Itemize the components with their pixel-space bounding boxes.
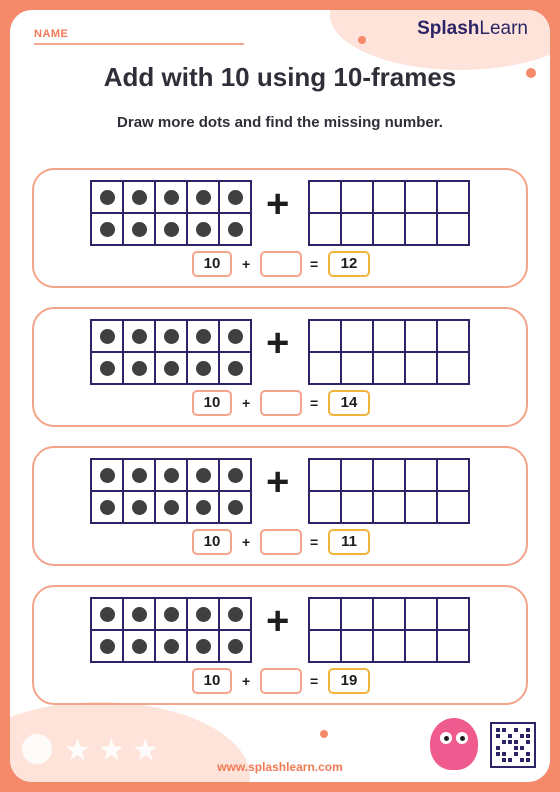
counter-dot <box>196 500 211 515</box>
ten-frame-cell[interactable] <box>405 459 437 491</box>
ten-frame-cell <box>123 598 155 630</box>
ten-frame-cell[interactable] <box>373 352 405 384</box>
counter-dot <box>100 468 115 483</box>
ten-frame-cell[interactable] <box>437 459 469 491</box>
ten-frame-cell <box>123 352 155 384</box>
ten-frame-cell[interactable] <box>341 181 373 213</box>
ten-frame-cell <box>219 181 251 213</box>
addend-box: 10 <box>192 251 232 277</box>
ten-frame-cell[interactable] <box>405 320 437 352</box>
ten-frame-cell <box>219 491 251 523</box>
page-title: Add with 10 using 10-frames <box>103 62 457 92</box>
counter-dot <box>132 468 147 483</box>
counter-dot <box>100 190 115 205</box>
ten-frame-cell <box>155 181 187 213</box>
ten-frame-cell[interactable] <box>373 459 405 491</box>
counter-dot <box>196 329 211 344</box>
counter-dot <box>132 329 147 344</box>
counter-dot <box>196 607 211 622</box>
counter-dot <box>100 361 115 376</box>
ten-frame-cell[interactable] <box>309 491 341 523</box>
splashlearn-logo: SplashLearn <box>417 18 528 39</box>
ten-frame-cell[interactable] <box>405 352 437 384</box>
counter-dot <box>196 222 211 237</box>
ten-frame-cell[interactable] <box>373 320 405 352</box>
missing-number-input[interactable] <box>260 251 302 277</box>
ten-frame-empty[interactable] <box>308 458 470 524</box>
star-icon: ★ <box>64 734 91 767</box>
counter-dot <box>132 361 147 376</box>
ten-frame-cell[interactable] <box>405 491 437 523</box>
ten-frame-cell <box>91 459 123 491</box>
counter-dot <box>164 468 179 483</box>
counter-dot <box>228 361 243 376</box>
ten-frame-filled <box>90 180 252 246</box>
problem-card <box>32 307 528 427</box>
decor-dot <box>320 730 328 738</box>
star-icon: ★ <box>98 734 125 767</box>
ten-frame-cell[interactable] <box>341 630 373 662</box>
ten-frame-cell <box>219 213 251 245</box>
ten-frame-cell[interactable] <box>309 630 341 662</box>
ten-frame-cell[interactable] <box>341 213 373 245</box>
ten-frame-cell <box>91 320 123 352</box>
worksheet <box>10 10 550 782</box>
counter-dot <box>100 639 115 654</box>
counter-dot <box>228 500 243 515</box>
counter-dot <box>228 329 243 344</box>
counter-dot <box>228 607 243 622</box>
ten-frame-cell <box>123 213 155 245</box>
website-url[interactable]: www.splashlearn.com <box>217 760 343 774</box>
ten-frame-cell[interactable] <box>309 459 341 491</box>
equals-operator: = <box>310 673 319 689</box>
counter-dot <box>196 361 211 376</box>
ten-frame-cell[interactable] <box>309 213 341 245</box>
ten-frame-cell <box>155 320 187 352</box>
ten-frame-cell[interactable] <box>309 181 341 213</box>
ten-frame-cell <box>187 352 219 384</box>
missing-number-input[interactable] <box>260 529 302 555</box>
plus-operator: + <box>242 534 251 550</box>
sum-box: 12 <box>328 251 370 277</box>
ten-frame-cell[interactable] <box>373 598 405 630</box>
ten-frame-filled <box>90 597 252 663</box>
addend-box: 10 <box>192 668 232 694</box>
counter-dot <box>100 500 115 515</box>
ten-frame-cell <box>91 491 123 523</box>
ten-frame-cell <box>187 598 219 630</box>
ten-frame-cell <box>123 491 155 523</box>
counter-dot <box>164 329 179 344</box>
ten-frame-cell <box>187 181 219 213</box>
ten-frame-cell <box>91 352 123 384</box>
plus-operator: + <box>242 256 251 272</box>
ten-frame-cell[interactable] <box>437 320 469 352</box>
ten-frame-cell[interactable] <box>341 459 373 491</box>
ten-frame-cell <box>91 213 123 245</box>
ten-frame-cell <box>91 181 123 213</box>
ten-frame-cell[interactable] <box>405 598 437 630</box>
ten-frame-cell <box>187 630 219 662</box>
counter-dot <box>164 639 179 654</box>
ten-frame-cell[interactable] <box>373 181 405 213</box>
counter-dot <box>228 468 243 483</box>
equals-operator: = <box>310 256 319 272</box>
plus-sign: + <box>266 182 290 226</box>
counter-dot <box>196 639 211 654</box>
problem-card <box>32 168 528 288</box>
counter-dot <box>100 607 115 622</box>
counter-dot <box>132 222 147 237</box>
counter-dot <box>164 500 179 515</box>
counter-dot <box>164 222 179 237</box>
ten-frame-cell[interactable] <box>437 213 469 245</box>
counter-dot <box>132 500 147 515</box>
ten-frame-cell <box>219 352 251 384</box>
ten-frame-cell[interactable] <box>437 598 469 630</box>
ten-frame-cell <box>155 352 187 384</box>
ten-frame-cell <box>123 630 155 662</box>
ten-frame-cell <box>155 630 187 662</box>
equals-operator: = <box>310 534 319 550</box>
decor-dot <box>358 36 366 44</box>
ten-frame-cell[interactable] <box>341 491 373 523</box>
counter-dot <box>100 329 115 344</box>
ten-frame-cell[interactable] <box>405 181 437 213</box>
ten-frame-cell <box>91 630 123 662</box>
counter-dot <box>228 639 243 654</box>
ten-frame-cell <box>155 213 187 245</box>
plus-operator: + <box>242 395 251 411</box>
ten-frame-cell[interactable] <box>437 630 469 662</box>
missing-number-input[interactable] <box>260 390 302 416</box>
sum-box: 19 <box>328 668 370 694</box>
name-label: NAME <box>34 28 69 40</box>
counter-dot <box>164 607 179 622</box>
ten-frame-cell[interactable] <box>341 598 373 630</box>
problem-card <box>32 446 528 566</box>
sum-box: 14 <box>328 390 370 416</box>
ten-frame-cell <box>219 630 251 662</box>
plus-sign: + <box>266 321 290 365</box>
ten-frame-cell <box>123 181 155 213</box>
plus-sign: + <box>266 460 290 504</box>
ten-frame-filled <box>90 319 252 385</box>
counter-dot <box>164 190 179 205</box>
problem-card <box>32 585 528 705</box>
ten-frame-cell <box>219 320 251 352</box>
missing-number-input[interactable] <box>260 668 302 694</box>
counter-dot <box>132 607 147 622</box>
ten-frame-filled <box>90 458 252 524</box>
counter-dot <box>100 222 115 237</box>
addend-box: 10 <box>192 529 232 555</box>
ten-frame-cell[interactable] <box>437 491 469 523</box>
ten-frame-cell <box>155 459 187 491</box>
ten-frame-cell[interactable] <box>405 630 437 662</box>
ten-frame-cell <box>155 491 187 523</box>
counter-dot <box>228 190 243 205</box>
ten-frame-cell <box>219 459 251 491</box>
counter-dot <box>196 190 211 205</box>
ten-frame-cell <box>187 459 219 491</box>
counter-dot <box>228 222 243 237</box>
addend-box: 10 <box>192 390 232 416</box>
counter-dot <box>196 468 211 483</box>
ten-frame-cell <box>187 320 219 352</box>
ten-frame-cell[interactable] <box>405 213 437 245</box>
qr-code-icon <box>490 722 536 768</box>
ten-frame-cell[interactable] <box>437 352 469 384</box>
ten-frame-cell[interactable] <box>437 181 469 213</box>
ten-frame-cell[interactable] <box>373 491 405 523</box>
ten-frame-cell[interactable] <box>309 352 341 384</box>
ten-frame-cell[interactable] <box>309 598 341 630</box>
counter-dot <box>132 190 147 205</box>
ten-frame-cell <box>187 491 219 523</box>
ten-frame-cell[interactable] <box>341 320 373 352</box>
ten-frame-cell <box>219 598 251 630</box>
ten-frame-empty[interactable] <box>308 597 470 663</box>
ten-frame-cell[interactable] <box>309 320 341 352</box>
sum-box: 11 <box>328 529 370 555</box>
instructions: Draw more dots and find the missing number. <box>117 114 443 131</box>
ten-frame-cell <box>123 459 155 491</box>
plus-sign: + <box>266 599 290 643</box>
ten-frame-cell <box>123 320 155 352</box>
ten-frame-cell[interactable] <box>373 630 405 662</box>
ten-frame-cell <box>187 213 219 245</box>
counter-dot <box>164 361 179 376</box>
name-line[interactable] <box>34 43 244 45</box>
ten-frame-empty[interactable] <box>308 319 470 385</box>
star-icon: ★ <box>132 734 159 767</box>
equals-operator: = <box>310 395 319 411</box>
plus-operator: + <box>242 673 251 689</box>
ten-frame-cell <box>155 598 187 630</box>
counter-dot <box>132 639 147 654</box>
monster-mascot-icon <box>430 718 478 770</box>
ten-frame-cell[interactable] <box>341 352 373 384</box>
ten-frame-cell[interactable] <box>373 213 405 245</box>
ten-frame-empty[interactable] <box>308 180 470 246</box>
ten-frame-cell <box>91 598 123 630</box>
